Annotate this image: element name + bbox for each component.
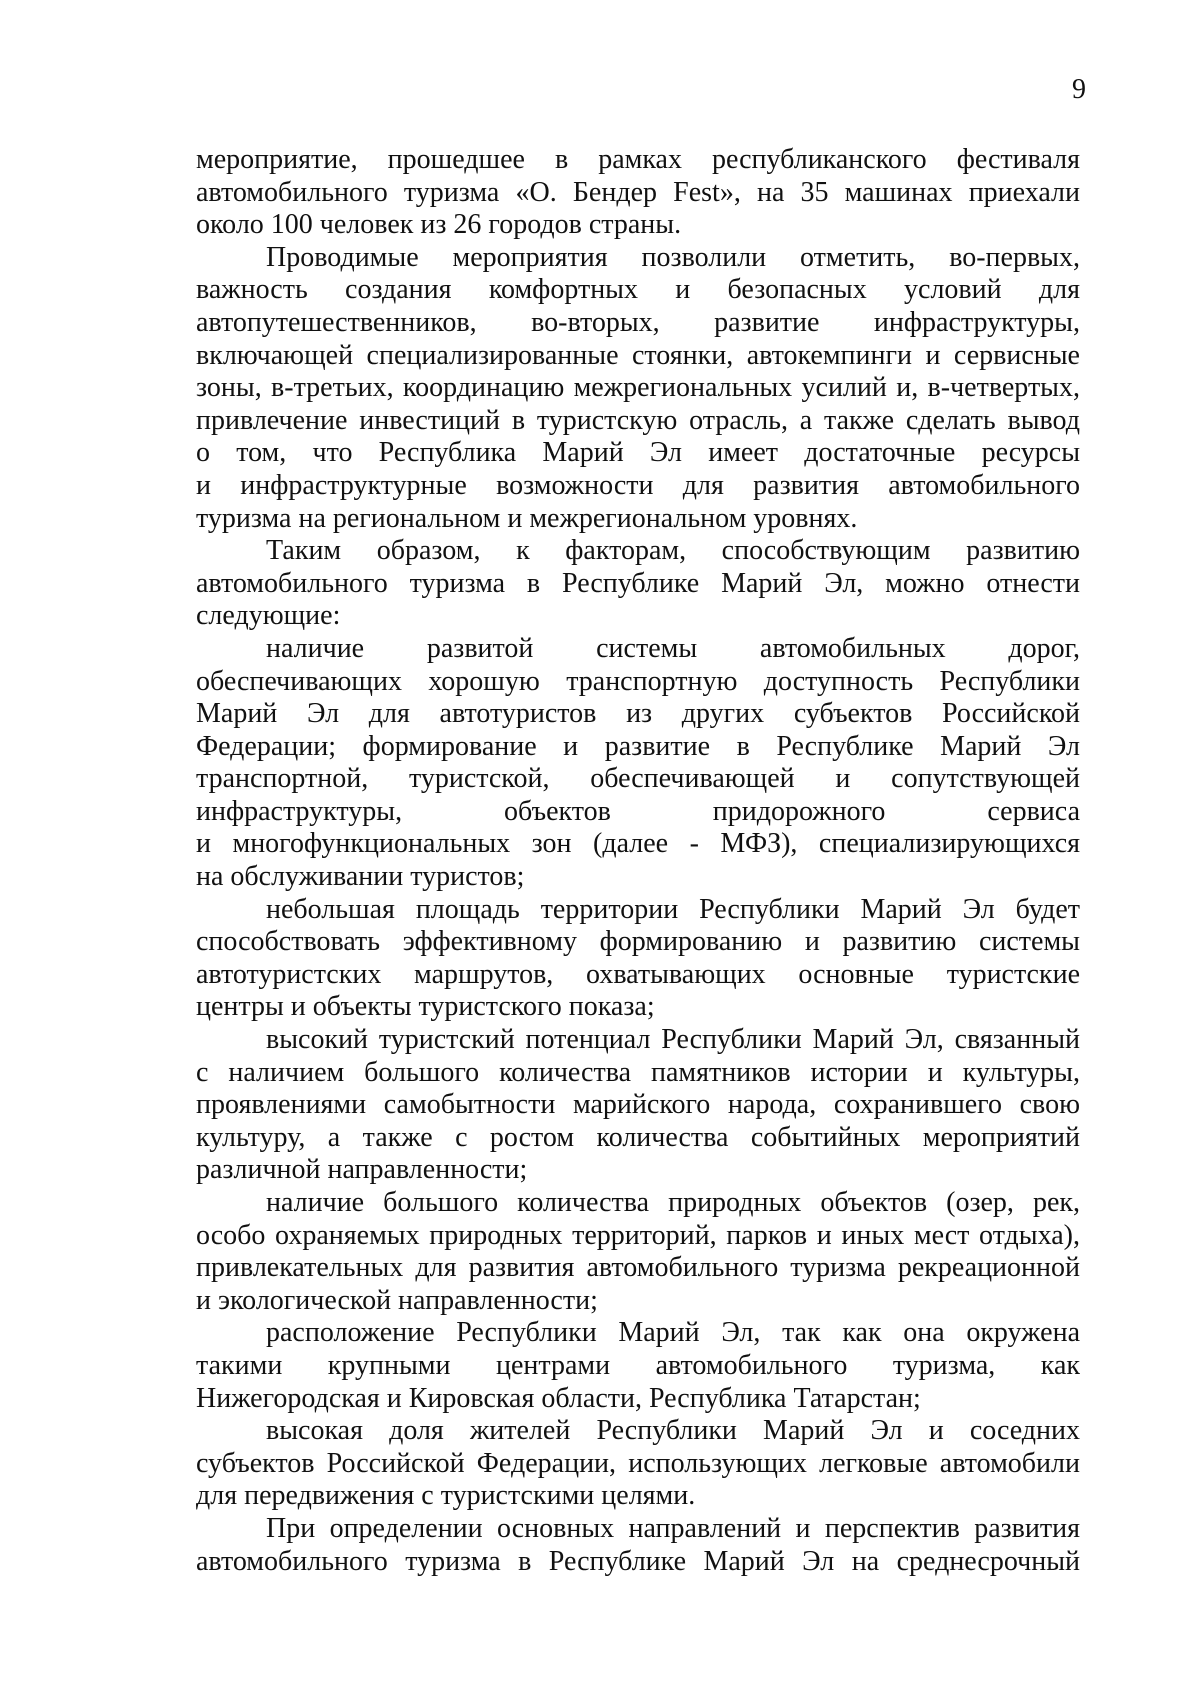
text-line: о том, что Республика Марий Эл имеет достаточные ресурсы [196, 437, 1080, 469]
text-line: Нижегородская и Кировская области, Республика Татарстан; [196, 1382, 921, 1414]
text-line: около 100 человек из 26 городов страны. [196, 209, 682, 241]
text-line: При определении основных направлений и перспектив развития [266, 1512, 1080, 1544]
page-number: 9 [1072, 74, 1086, 105]
paragraph [196, 1317, 1080, 1415]
text-line: на обслуживании туристов; [196, 861, 525, 893]
text-line: с наличием большого количества памятников истории и культуры, [196, 1056, 1080, 1088]
text-line: мероприятие, прошедшее в рамках республиканского фестиваля [196, 144, 1080, 175]
paragraph [196, 144, 1080, 242]
paragraph [196, 1513, 1080, 1578]
text-line: высокий туристский потенциал Республики Марий Эл, связанный [266, 1024, 1080, 1056]
text-line: для передвижения с туристскими целями. [196, 1480, 696, 1512]
text-line: высокая доля жителей Республики Марий Эл и соседних [266, 1415, 1080, 1447]
text-line: и инфраструктурные возможности для развития автомобильного [196, 469, 1080, 501]
text-line: автотуристских маршрутов, охватывающих основные туристские [196, 958, 1080, 990]
text-line: обеспечивающих хорошую транспортную доступность Республики [196, 665, 1080, 697]
text-line: культуру, а также с ростом количества событийных мероприятий [196, 1121, 1080, 1153]
text-line: привлекательных для развития автомобильного туризма рекреационной [196, 1252, 1080, 1284]
text-line: инфраструктуры, объектов придорожного сервиса [196, 795, 1080, 827]
text-line: Таким образом, к факторам, способствующим развитию [266, 535, 1080, 567]
text-line: различной направленности; [196, 1154, 528, 1186]
paragraph [196, 1187, 1080, 1317]
text-line: проявлениями самобытности марийского народа, сохранившего свою [196, 1089, 1080, 1121]
text-line: следующие: [196, 600, 341, 632]
paragraph [196, 1024, 1080, 1187]
text-line: центры и объекты туристского показа; [196, 991, 655, 1023]
text-line: и экологической направленности; [196, 1284, 598, 1316]
text-line: автомобильного туризма в Республике Марий Эл на среднесрочный [196, 1545, 1080, 1577]
text-line: включающей специализированные стоянки, автокемпинги и сервисные [196, 339, 1080, 371]
paragraph [196, 242, 1080, 535]
text-line: туризма на региональном и межрегиональном уровнях. [196, 502, 858, 534]
text-line: расположение Республики Марий Эл, так как она окружена [266, 1317, 1080, 1349]
document-body [196, 144, 1080, 1578]
text-line: Марий Эл для автотуристов из других субъектов Российской [196, 698, 1080, 730]
text-line: зоны, в-третьих, координацию межрегиональных усилий и, в-четвертых, [196, 372, 1080, 404]
text-line: такими крупными центрами автомобильного туризма, как [196, 1349, 1080, 1381]
text-line: особо охраняемых природных территорий, парков и иных мест отдыха), [196, 1219, 1080, 1251]
text-line: и многофункциональных зон (далее - МФЗ), специализирующихся [196, 828, 1080, 860]
paragraph [196, 633, 1080, 894]
paragraph [196, 1415, 1080, 1513]
text-line: Проводимые мероприятия позволили отметить, во-первых, [266, 241, 1080, 273]
paragraph [196, 535, 1080, 633]
text-line: способствовать эффективному формированию и развитию системы [196, 926, 1080, 958]
text-line: небольшая площадь территории Республики Марий Эл будет [266, 893, 1080, 925]
paragraph [196, 894, 1080, 1024]
text-line: автопутешественников, во-вторых, развитие инфраструктуры, [196, 306, 1080, 338]
text-line: субъектов Российской Федерации, использующих легковые автомобили [196, 1447, 1080, 1479]
text-line: транспортной, туристской, обеспечивающей и сопутствующей [196, 763, 1080, 795]
text-line: важность создания комфортных и безопасных условий для [196, 274, 1080, 306]
text-line: автомобильного туризма в Республике Марий Эл, можно отнести [196, 567, 1080, 599]
text-line: наличие большого количества природных объектов (озер, рек, [266, 1187, 1080, 1218]
text-line: автомобильного туризма «О. Бендер Fest», на 35 машинах приехали [196, 176, 1080, 208]
text-line: привлечение инвестиций в туристскую отрасль, а также сделать вывод [196, 404, 1080, 436]
text-line: наличие развитой системы автомобильных дорог, [266, 632, 1080, 664]
text-line: Федерации; формирование и развитие в Республике Марий Эл [196, 730, 1080, 762]
